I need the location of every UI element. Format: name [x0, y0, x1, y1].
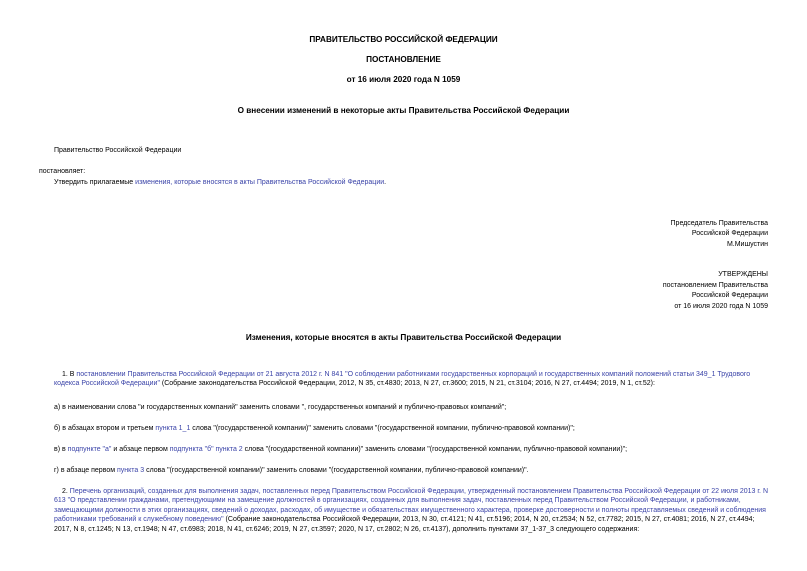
subitem-v — [54, 445, 627, 454]
subitem-b-rest: слова "(государственной компании)" заменить словами "(государственной компании, публично-правовой компании)"; — [190, 425, 575, 432]
approved-line-1: УТВЕРЖДЕНЫ — [718, 271, 768, 278]
subitem-v-rest: слова "(государственной компании)" заменить словами "(государственной компании, публично-правовой компании)"; — [242, 446, 628, 453]
approve-link[interactable]: изменения, которые вносятся в акты Правительства Российской Федерации — [135, 179, 385, 186]
subitem-v-link-2[interactable]: подпункта "б" пункта 2 — [169, 446, 243, 453]
approved-line-2: постановлением Правительства — [662, 282, 768, 289]
item-2-rest: (Собрание законодательства Российской Федерации, 2013, N 30, ст.4121; N 41, ст.5196; 2014, N 20, ст.2534; N 52, ст.7782; 2015, N 27, ст.4081; 2016, N 27, ст.4494; 2017, N 8, ст.1245; N 13, ст.1948; N 47, ст.6983; 2018, N 41, ст.6246; 2019, N 27, ст.3597; 2020, N 17, ст.2802; N 26, ст.4137), дополнить пунктами 37_1-37_3 следующего содержания: — [54, 516, 755, 533]
approved-line-4: от 16 июля 2020 года N 1059 — [674, 303, 768, 310]
approved-line-3: Российской Федерации — [691, 292, 768, 299]
org-heading: ПРАВИТЕЛЬСТВО РОССИЙСКОЙ ФЕДЕРАЦИИ — [309, 35, 498, 44]
signature-line-2: Российской Федерации — [691, 230, 768, 237]
subitem-g-link[interactable]: пункта 3 — [116, 467, 145, 474]
signature-name: М.Мишустин — [726, 241, 768, 248]
item-1-rest: (Собрание законодательства Российской Федерации, 2012, N 35, ст.4830; 2013, N 27, ст.3600; 2015, N 21, ст.3104; 2016, N 27, ст.4494; 2019, N 1, ст.52): — [159, 380, 655, 388]
government-line: Правительство Российской Федерации — [54, 147, 182, 154]
subitem-v-link-1[interactable]: подпункте "а" — [67, 446, 112, 453]
document-title: О внесении изменений в некоторые акты Правительства Российской Федерации — [237, 106, 570, 115]
subitem-v-mid: и абзаце первом — [111, 446, 170, 453]
item-2-paragraph — [54, 487, 770, 534]
subitem-g-prefix: г) в абзаце первом — [54, 467, 117, 474]
subitem-g-rest: слова "(государственной компании)" заменить словами "(государственной компании, публично-правовой компании)". — [144, 467, 529, 474]
item-1-number: 1. В — [62, 371, 77, 378]
subitem-b — [54, 424, 575, 433]
subitem-g — [54, 466, 529, 475]
doc-type-heading: ПОСТАНОВЛЕНИЕ — [366, 55, 441, 64]
item-1-link[interactable]: постановлении Правительства Российской Федерации от 21 августа 2012 г. N 841 "О соблюдении работниками государственных корпораций и государственных компаний положений статьи 349_1 Трудового кодекса Российской Федерации" — [54, 371, 751, 388]
approve-suffix: . — [384, 179, 387, 186]
item-2-number: 2. — [62, 488, 70, 495]
subitem-v-prefix: в) в — [54, 446, 68, 453]
subitem-b-prefix: б) в абзацах втором и третьем — [54, 425, 156, 432]
item-2-link[interactable]: Перечень организаций, созданных для выполнения задач, поставленных перед Правительством Российской Федерации, утвержденный постановлением Правительства Российской Федерации от 22 июля 2013 г. N 613 "О представлении гражданами, претендующими на замещение должностей в организациях, созданных для выполнения задач, поставленных перед Правительством Российской Федерации, и работниками, замещающими должности в этих организациях, сведений о доходах, расходах, об имуществе и обязательствах имущественного характера, проверке достоверности и полноты представляемых сведений и соблюдения работниками требований к служебному поведению" — [54, 488, 769, 524]
item-1-paragraph — [54, 370, 770, 389]
subitem-a: а) в наименовании слова "и государственных компаний" заменить словами ", государственных компаний и публично-правовых компаний"; — [54, 404, 507, 411]
changes-title: Изменения, которые вносятся в акты Правительства Российской Федерации — [245, 333, 562, 342]
decides-line: постановляет: — [39, 168, 86, 175]
approve-prefix: Утвердить прилагаемые — [54, 179, 136, 186]
approve-paragraph — [54, 178, 386, 187]
subitem-b-link[interactable]: пункта 1_1 — [155, 425, 191, 432]
date-number-heading: от 16 июля 2020 года N 1059 — [346, 75, 461, 84]
signature-line-1: Председатель Правительства — [670, 220, 768, 227]
